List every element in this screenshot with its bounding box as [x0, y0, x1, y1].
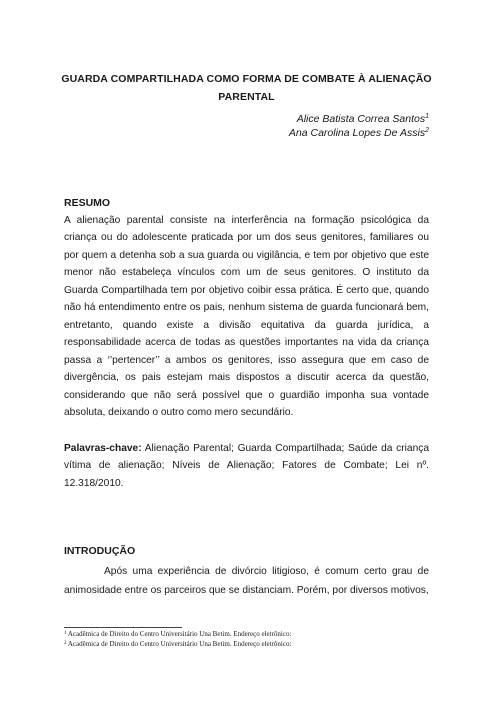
footnote-rule [64, 627, 182, 628]
abstract-heading: RESUMO [64, 197, 111, 209]
author-footnote-mark: 1 [425, 113, 429, 120]
introduction-heading: INTRODUÇÃO [64, 545, 136, 557]
author-name: Alice Batista Correa Santos [296, 113, 426, 125]
footnote-mark: 1 [64, 631, 67, 636]
keywords-text: Alienação Parental; Guarda Compartilhada; Saúde da criança vítima de alienação; Níveis de Alienação; Fatores de Combate; Lei nº. 12.318/2010. [64, 443, 429, 489]
author-1 [289, 112, 429, 126]
introduction-text: Após uma experiência de divórcio litigioso, é comum certo grau de animosidade entre os parceiros que se distanciam. Porém, por diversos motivos, [64, 566, 429, 596]
footnote-2 [64, 640, 434, 650]
footnote-1 [64, 630, 434, 640]
keywords-paragraph [64, 440, 429, 492]
author-footnote-mark: 2 [425, 127, 429, 134]
footnote-mark: 2 [64, 640, 67, 646]
footnote-text: Acadêmica de Direito do Centro Universitário Una Betim. Endereço eletrônico: [66, 639, 292, 648]
author-list [289, 112, 429, 140]
abstract-text: A alienação parental consiste na interferência na formação psicológica da criança ou do adolescente praticada por um dos seus genitores, familiares ou por quem a detenha sob a sua guarda ou vigilância, e tem por objetivo que este menor não estabeleça vínculos com um de seus genitores. O instituto da Guarda Compartilhada tem por objetivo coibir essa prática. É certo que, quando não há entendimento entre os pais, nenhum sistema de guarda funcionará bem, entretanto, quando existe a divisão equitativa da guarda jurídica, a responsabilidade acerca de todas as questões importantes na vida da criança passa a ‘’pertencer’’ a ambos os genitores, isso assegura que em caso de divergência, os pais estejam mais dispostos a discutir acerca da questão, considerando que não será possível que o guardião imponha sua vontade absoluta, deixando o outro como mero secundário. [64, 215, 429, 418]
footnote-text: Acadêmica de Direito do Centro Universitário Una Betim. Endereço eletrônico: [66, 630, 292, 638]
author-name: Ana Carolina Lopes De Assis [288, 127, 426, 139]
paper-title: GUARDA COMPARTILHADA COMO FORMA DE COMBATE À ALIENAÇÃO PARENTAL [61, 73, 432, 103]
keywords-label: Palavras-chave: [64, 443, 142, 454]
footnotes [64, 630, 434, 649]
author-2 [289, 126, 429, 140]
